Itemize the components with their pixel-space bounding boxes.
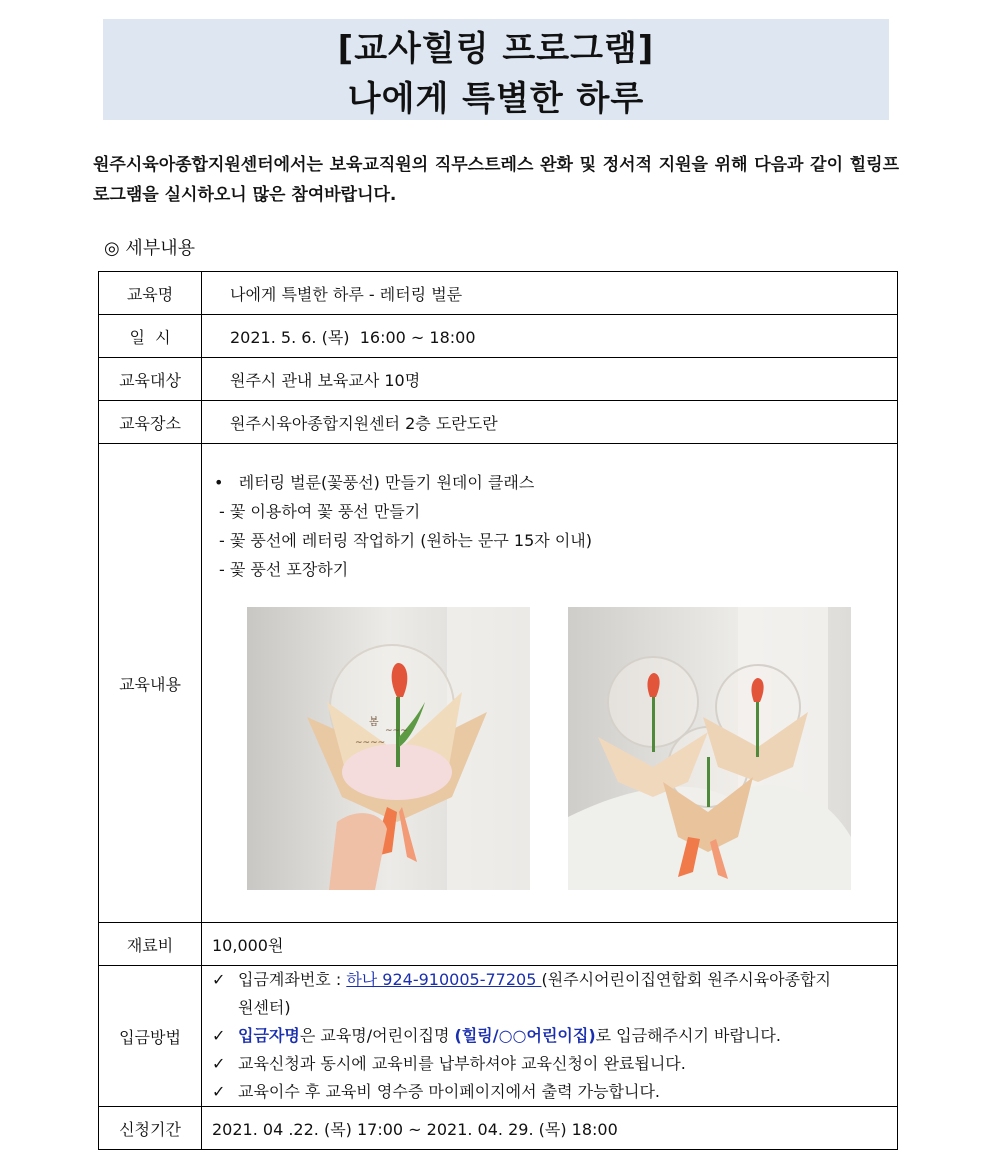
payment-note-text: 교육신청과 동시에 교육비를 납부하셔야 교육신청이 완료됩니다. — [238, 1054, 686, 1073]
value-content — [202, 444, 898, 923]
label-payment: 입금방법 — [99, 966, 202, 1107]
row-content — [99, 444, 898, 923]
receipt-note-line — [202, 1078, 897, 1106]
svg-text:봄: 봄 — [369, 717, 379, 728]
payment-account-line — [202, 966, 897, 994]
content-sub-item: - 꽃 풍선에 레터링 작업하기 (원하는 문구 15자 이내) — [219, 531, 592, 550]
depositor-example: (힐링/○○어린이집) — [454, 1026, 596, 1045]
value-course-name: 나에게 특별한 하루 - 레터링 벌룬 — [202, 272, 898, 315]
title-line-2: 나에게 특별한 하루 — [347, 79, 645, 119]
title-line-1: [교사힐링 프로그램] — [337, 29, 655, 69]
label-fee: 재료비 — [99, 923, 202, 966]
value-date: 2021. 5. 6. (목) 16:00 ~ 18:00 — [202, 315, 898, 358]
content-list — [214, 468, 592, 584]
label-content: 교육내용 — [99, 444, 202, 923]
section-heading: ◎ 세부내용 — [104, 238, 195, 259]
value-fee: 10,000원 — [202, 923, 898, 966]
payment-account-line-cont — [202, 994, 897, 1022]
content-sub-item: - 꽃 이용하여 꽃 풍선 만들기 — [219, 502, 421, 521]
flower-balloon-photo-1 — [247, 607, 530, 890]
svg-text:~~~~: ~~~~ — [355, 738, 386, 748]
row-fee — [99, 923, 898, 966]
row-period — [99, 1107, 898, 1150]
label-target: 교육대상 — [99, 358, 202, 401]
row-place — [99, 401, 898, 444]
row-payment — [99, 966, 898, 1107]
account-holder: (원주시어린이집연합회 원주시육아종합지 — [541, 970, 832, 989]
content-sub-item: - 꽃 풍선 포장하기 — [219, 560, 349, 579]
check-icon: ✓ — [212, 970, 226, 989]
receipt-note-text: 교육이수 후 교육비 영수증 마이페이지에서 출력 가능합니다. — [238, 1082, 661, 1101]
depositor-text-1: 은 교육명/어린이집명 — [299, 1026, 455, 1045]
detail-table — [98, 271, 898, 1150]
payment-note-line — [202, 1050, 897, 1078]
label-period: 신청기간 — [99, 1107, 202, 1150]
flower-balloon-photo-2 — [568, 607, 851, 890]
depositor-text-2: 로 입금해주시기 바랍니다. — [595, 1026, 781, 1045]
label-course-name: 교육명 — [99, 272, 202, 315]
label-date: 일 시 — [99, 315, 202, 358]
check-icon: ✓ — [212, 1082, 226, 1101]
account-prefix: 입금계좌번호 : — [238, 970, 347, 989]
value-period: 2021. 04 .22. (목) 17:00 ~ 2021. 04. 29. (목) 18:00 — [202, 1107, 898, 1150]
row-course-name — [99, 272, 898, 315]
row-target — [99, 358, 898, 401]
value-place: 원주시육아종합지원센터 2층 도란도란 — [202, 401, 898, 444]
row-date — [99, 315, 898, 358]
check-icon: ✓ — [212, 1054, 226, 1073]
check-icon: ✓ — [212, 1026, 226, 1045]
svg-text:~~~: ~~~ — [385, 726, 408, 736]
account-holder-cont: 원센터) — [238, 998, 291, 1017]
title-banner — [103, 19, 889, 120]
value-target: 원주시 관내 보육교사 10명 — [202, 358, 898, 401]
intro-paragraph: 원주시육아종합지원센터에서는 보육교직원의 직무스트레스 완화 및 정서적 지원을 위해 다음과 같이 힐링프로그램을 실시하오니 많은 참여바랍니다. — [93, 155, 899, 205]
label-place: 교육장소 — [99, 401, 202, 444]
account-number-link[interactable]: 하나 924-910005-77205 — [346, 970, 542, 989]
payment-depositor-line — [202, 1022, 897, 1050]
value-payment — [202, 966, 898, 1107]
content-bullet: • 레터링 벌룬(꽃풍선) 만들기 원데이 클래스 — [214, 473, 535, 492]
depositor-label: 입금자명 — [238, 1026, 300, 1045]
